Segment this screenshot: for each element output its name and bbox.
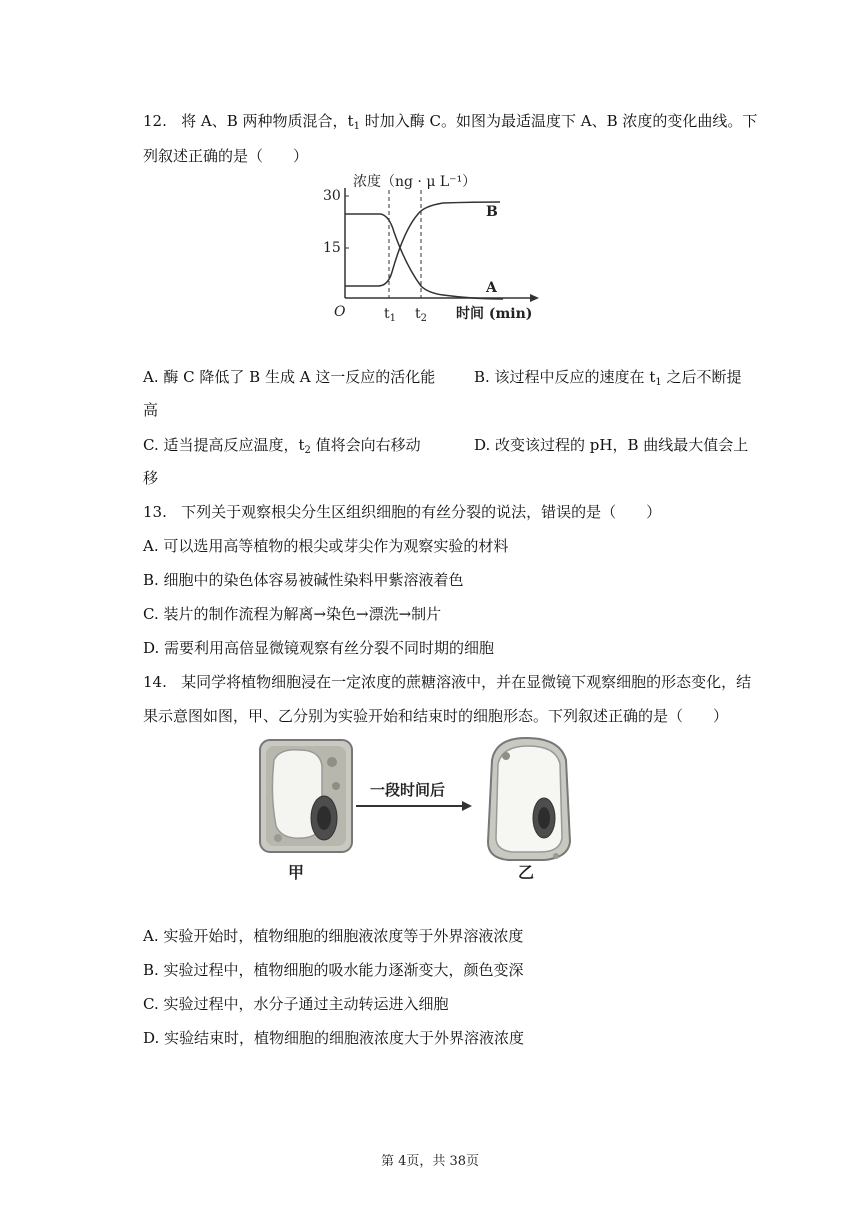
- origin-label: O: [334, 304, 346, 320]
- y-tick-30: 30: [323, 188, 341, 204]
- series-b-label: B: [486, 204, 498, 220]
- q14-option-a[interactable]: A. 实验开始时，植物细胞的细胞液浓度等于外界溶液浓度: [143, 927, 524, 945]
- label-jia: 甲: [288, 863, 305, 882]
- x-axis-label: 时间 (min): [456, 306, 533, 322]
- q14-option-c[interactable]: C. 实验过程中，水分子通过主动转运进入细胞: [143, 995, 449, 1013]
- arrow-label: 一段时间后: [370, 781, 446, 799]
- y-axis-label: 浓度（ng · μ L⁻¹）: [353, 174, 477, 190]
- cell-jia-illustration: [260, 740, 352, 852]
- q12-stem-line2: 列叙述正确的是（ ）: [143, 147, 309, 165]
- q12-option-a-line2: 高: [143, 401, 159, 419]
- page-footer: 第 4页，共 38页: [380, 1154, 480, 1169]
- q12-stem-line1: 12. 将 A、B 两种物质混合，$t_1$ 时加入酶 C。如图为最适温度下 A、B 浓度的变化曲线。下: [143, 112, 758, 132]
- series-a-label: A: [486, 280, 497, 296]
- x-axis-arrow: [530, 294, 539, 302]
- q12-option-c-line2: 移: [143, 469, 159, 487]
- q13-option-c[interactable]: C. 装片的制作流程为解离→染色→漂洗→制片: [143, 605, 442, 623]
- q12-option-b-line1[interactable]: B. 该过程中反应的速度在 $t_1$ 之后不断提: [474, 368, 742, 388]
- q12-concentration-chart: [318, 168, 548, 328]
- arrow-head: [462, 801, 472, 811]
- q13-option-a[interactable]: A. 可以选用高等植物的根尖或芽尖作为观察实验的材料: [143, 537, 509, 555]
- q14-cell-figure: [256, 734, 576, 886]
- q13-option-d[interactable]: D. 需要利用高倍显微镜观察有丝分裂不同时期的细胞: [143, 639, 495, 657]
- q14-stem-line1: 14. 某同学将植物细胞浸在一定浓度的蔗糖溶液中，并在显微镜下观察细胞的形态变化，结: [143, 673, 752, 691]
- q13-stem: 13. 下列关于观察根尖分生区组织细胞的有丝分裂的说法，错误的是（ ）: [143, 503, 662, 521]
- q14-option-b[interactable]: B. 实验过程中，植物细胞的吸水能力逐渐变大，颜色变深: [143, 961, 524, 979]
- x-tick-t1: $t_1$: [384, 306, 397, 324]
- q14-option-d[interactable]: D. 实验结束时，植物细胞的细胞液浓度大于外界溶液浓度: [143, 1029, 525, 1047]
- cell-yi-illustration: [488, 738, 570, 860]
- q12-option-a-line1[interactable]: A. 酶 C 降低了 B 生成 A 这一反应的活化能: [143, 368, 436, 386]
- q12-option-c-line1[interactable]: C. 适当提高反应温度，$t_2$ 值将会向右移动: [143, 436, 421, 456]
- x-tick-t2: $t_2$: [415, 306, 428, 324]
- q14-stem-line2: 果示意图如图，甲、乙分别为实验开始和结束时的细胞形态。下列叙述正确的是（ ）: [143, 707, 729, 725]
- q13-option-b[interactable]: B. 细胞中的染色体容易被碱性染料甲紫溶液着色: [143, 571, 464, 589]
- y-tick-15: 15: [323, 240, 341, 256]
- q12-option-d-line1[interactable]: D. 改变该过程的 pH，B 曲线最大值会上: [474, 436, 749, 454]
- label-yi: 乙: [518, 863, 535, 882]
